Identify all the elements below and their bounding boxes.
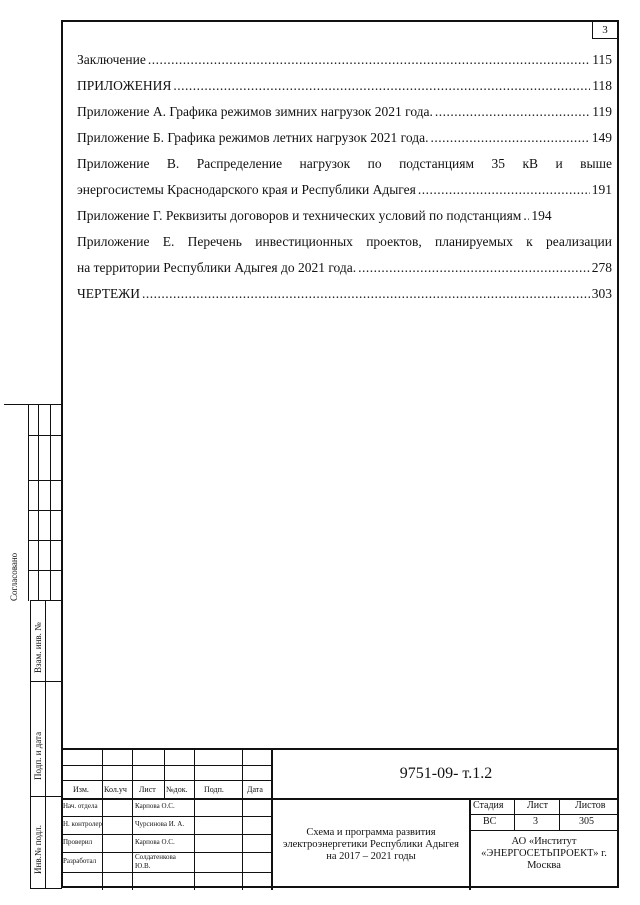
organization: АО «Институт «ЭНЕРГОСЕТЬПРОЕКТ» г. Москва (481, 836, 607, 871)
toc-title: Приложение Б. Графика режимов летних нагрузок 2021 года. (77, 130, 429, 145)
toc-entry[interactable] (77, 156, 612, 208)
agreed-block (4, 404, 61, 601)
col-data: Дата (247, 785, 263, 794)
toc-page: 118 (592, 78, 612, 93)
toc-leader (173, 78, 590, 94)
toc-title: энергосистемы Краснодарского края и Республики Адыгея (77, 182, 416, 197)
toc-title: Приложение А. Графика режимов зимних нагрузок 2021 года. (77, 104, 433, 119)
toc-entry[interactable] (77, 130, 612, 156)
role-label: Нач. отдела (63, 802, 98, 810)
role-name: Солдатенкова Ю.В. (135, 853, 176, 870)
toc-entry[interactable] (77, 208, 612, 234)
role-name: Карпова О.С. (135, 838, 175, 846)
sheets-label: Листов (575, 800, 606, 811)
inv-replace-block (30, 600, 62, 682)
toc-leader (418, 182, 590, 198)
toc-page: 115 (592, 52, 612, 67)
toc-entry[interactable] (77, 78, 612, 104)
role-label: Разработал (63, 857, 97, 865)
inv-orig-block (30, 796, 62, 889)
stage-value: ВС (483, 816, 497, 827)
sheet-value: 3 (533, 816, 538, 827)
doc-title: Схема и программа развития электроэнергетики Республики Адыгея на 2017 – 2021 годы (283, 827, 459, 862)
toc-entry[interactable] (77, 52, 612, 78)
sign-date-label: Подп. и дата (33, 731, 43, 780)
toc-leader (435, 104, 590, 120)
col-izm: Изм. (73, 785, 89, 794)
toc-page: 191 (591, 182, 612, 197)
toc-leader (148, 52, 590, 68)
col-koluch: Кол.уч (104, 785, 127, 794)
toc-page: 119 (592, 104, 612, 119)
toc-entry[interactable] (77, 104, 612, 130)
doc-code: 9751-09- т.1.2 (399, 765, 493, 782)
inv-orig-label: Инв.№ подл. (33, 824, 43, 874)
toc-entry[interactable] (77, 286, 612, 312)
toc-title: ЧЕРТЕЖИ (77, 286, 141, 301)
toc-entry[interactable] (77, 234, 612, 286)
role-label: Н. контролер (63, 820, 102, 828)
sign-date-block (30, 680, 62, 797)
sheets-value: 305 (579, 816, 594, 827)
toc-page: 149 (591, 130, 612, 145)
col-ndok: №док. (166, 785, 188, 794)
toc-page: 303 (591, 286, 612, 301)
title-block (61, 748, 619, 890)
toc-page: 194 (531, 208, 552, 223)
toc-leader (430, 130, 589, 146)
page-number: 3 (592, 22, 617, 39)
sheet-label: Лист (527, 800, 548, 811)
agreed-label: Согласовано (9, 552, 19, 601)
inv-replace-label: Взам. инв. № (33, 622, 43, 673)
toc-title: ПРИЛОЖЕНИЯ (77, 78, 172, 93)
toc-title: Приложение Г. Реквизиты договоров и технических условий по подстанциям (77, 208, 522, 223)
toc-page: 278 (591, 260, 612, 275)
col-list: Лист (139, 785, 156, 794)
role-label: Проверил (63, 838, 93, 846)
toc-title: Приложение Е. Перечень инвестиционных проектов, планируемых к реализации (77, 234, 612, 249)
role-name: Карпова О.С. (135, 802, 175, 810)
toc-leader (523, 208, 529, 224)
toc-leader (358, 260, 590, 276)
toc-title: Приложение В. Распределение нагрузок по подстанциям 35 кВ и выше (77, 156, 612, 171)
stage-label: Стадия (473, 800, 504, 811)
toc-title: Заключение (77, 52, 146, 67)
toc-leader (142, 286, 590, 302)
role-name: Чурсинова И. А. (135, 820, 185, 828)
table-of-contents (77, 52, 612, 312)
col-podp: Подп. (204, 785, 224, 794)
toc-title: на территории Республики Адыгея до 2021 года. (77, 260, 357, 275)
